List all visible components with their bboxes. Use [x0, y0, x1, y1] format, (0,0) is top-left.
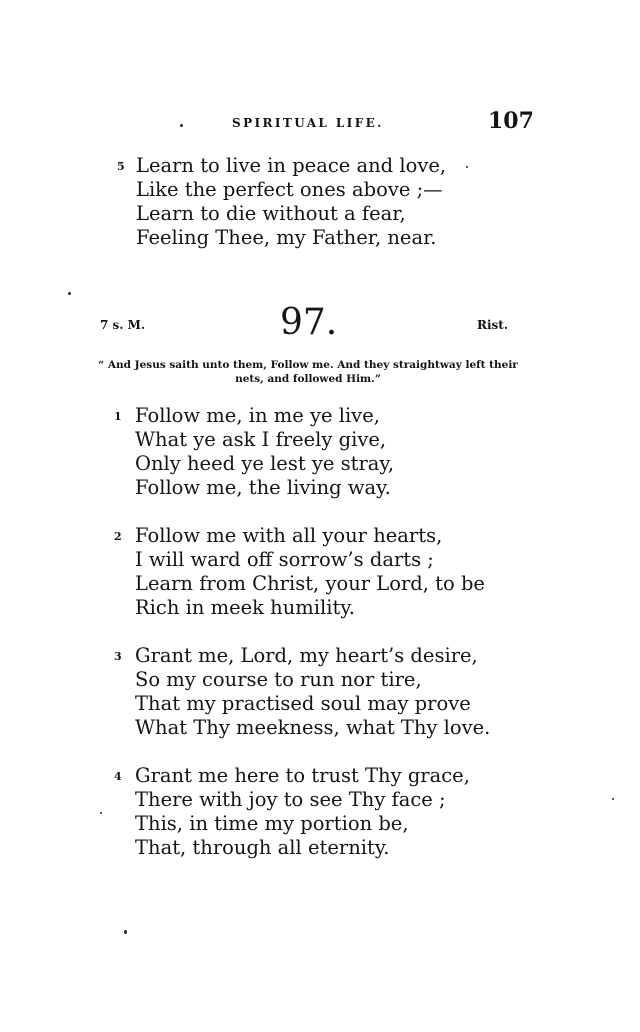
verse-line: So my course to run nor tire, — [135, 668, 422, 691]
running-head: SPIRITUAL LIFE. — [232, 116, 384, 130]
verse-line: Follow me with all your hearts, — [135, 524, 443, 547]
hymn-author: Rist. — [477, 318, 509, 332]
verse-line: That, through all eternity. — [135, 836, 390, 859]
hymn-number: 97. — [280, 302, 338, 343]
stanza-number: 2 — [114, 530, 122, 543]
verse-line: Grant me, Lord, my heart’s desire, — [135, 644, 478, 667]
stanza-number: 4 — [114, 770, 122, 783]
page-number: 107 — [488, 108, 534, 134]
scan-speck — [100, 812, 102, 814]
scan-speck — [180, 124, 183, 127]
hymn-epigraph: “ And Jesus saith unto them, Follow me. And they straightway left their nets, and followed Him.” — [98, 359, 518, 385]
verse-line: This, in time my portion be, — [135, 812, 409, 835]
verse-line: Learn to die without a fear, — [136, 202, 406, 225]
stanza-number: 5 — [117, 160, 125, 173]
scan-speck — [68, 292, 71, 295]
verse-line: Like the perfect ones above ;— — [136, 178, 443, 201]
hymn-meter: 7 s. M. — [100, 318, 146, 332]
scan-speck — [612, 798, 614, 800]
stanza-number: 3 — [114, 650, 122, 663]
verse-line: What ye ask I freely give, — [135, 428, 387, 451]
verse-line: What Thy meekness, what Thy love. — [135, 716, 491, 739]
verse-line: That my practised soul may prove — [135, 692, 471, 715]
verse-line: Feeling Thee, my Father, near. — [136, 226, 437, 249]
verse-line: Follow me, in me ye live, — [135, 404, 380, 427]
verse-line: I will ward off sorrow’s darts ; — [135, 548, 434, 571]
verse-line: Learn to live in peace and love, — [136, 154, 447, 177]
verse-line: Rich in meek humility. — [135, 596, 355, 619]
verse-line: Follow me, the living way. — [135, 476, 391, 499]
scan-speck — [124, 930, 127, 934]
verse-line: Only heed ye lest ye stray, — [135, 452, 395, 475]
stanza-number: 1 — [114, 410, 122, 423]
scan-speck — [466, 166, 468, 168]
verse-line: Learn from Christ, your Lord, to be — [135, 572, 485, 595]
verse-line: Grant me here to trust Thy grace, — [135, 764, 470, 787]
verse-line: There with joy to see Thy face ; — [135, 788, 446, 811]
